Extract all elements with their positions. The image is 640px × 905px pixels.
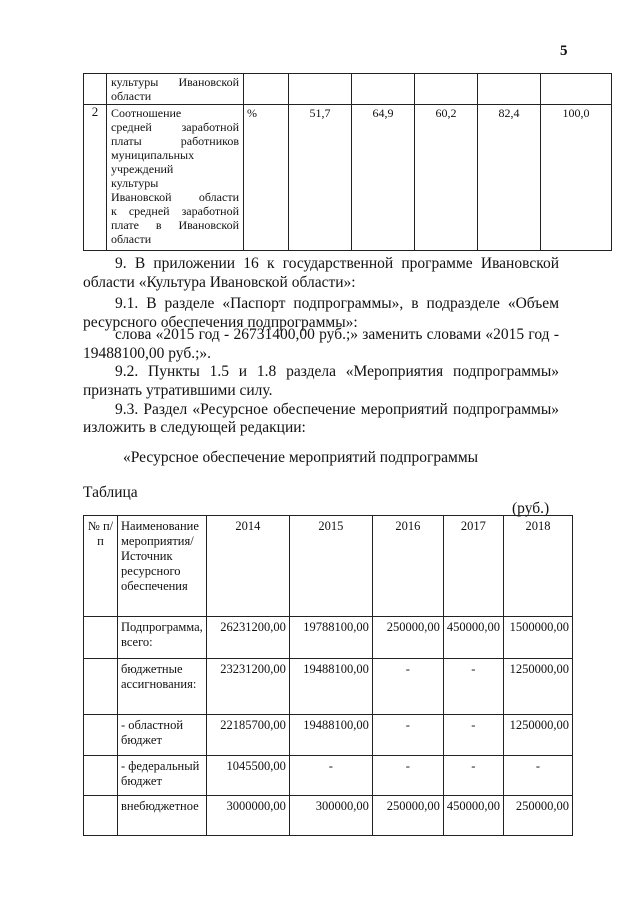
value-2015: - <box>289 756 372 796</box>
indicator-name-line: к средней заработной <box>111 204 239 218</box>
table-cell <box>84 74 107 105</box>
paragraph-line: признать утратившими силу. <box>83 382 273 399</box>
table-cell <box>84 617 118 659</box>
value-2016: - <box>372 659 443 715</box>
unit-cell: % <box>244 105 289 251</box>
value-2017: 450000,00 <box>443 617 503 659</box>
value-cell: 60,2 <box>415 105 478 251</box>
row-name: внебюджетное <box>118 796 207 836</box>
table-cell <box>84 796 118 836</box>
table-cell <box>541 74 612 105</box>
table-cell <box>84 715 118 756</box>
table-row <box>84 756 573 796</box>
header-2016: 2016 <box>372 516 443 617</box>
value-2017: 450000,00 <box>443 796 503 836</box>
paragraph-line: 9.1. В разделе «Паспорт подпрограммы», в подразделе «Объем <box>115 295 559 312</box>
value-2018: 1500000,00 <box>503 617 572 659</box>
indicator-name-line: области <box>111 232 152 246</box>
table-cell <box>84 756 118 796</box>
table-row <box>84 105 612 251</box>
value-2018: 1250000,00 <box>503 715 572 756</box>
value-2016: 250000,00 <box>372 617 443 659</box>
row-number: 2 <box>84 105 107 251</box>
paragraph-line: 19488100,00 руб.;». <box>83 345 212 362</box>
value-cell: 51,7 <box>289 105 352 251</box>
indicator-name-line: Соотношение <box>111 106 182 120</box>
value-2017: - <box>443 715 503 756</box>
value-2017: - <box>443 756 503 796</box>
paragraph-line: 9.2. Пункты 1.5 и 1.8 раздела «Мероприятия подпрограммы» <box>115 363 559 380</box>
table-row <box>84 715 573 756</box>
row-name: - федеральный бюджет <box>118 756 207 796</box>
table-row <box>84 659 573 715</box>
page-number: 5 <box>560 43 568 59</box>
table-header-row <box>84 516 573 617</box>
indicator-name-line: муниципальных <box>111 148 195 162</box>
indicator-name-line: плате в Ивановской <box>111 218 239 232</box>
value-2016: - <box>372 715 443 756</box>
indicator-name-line: Ивановской области <box>111 190 239 204</box>
value-2016: - <box>372 756 443 796</box>
value-2015: 19788100,00 <box>289 617 372 659</box>
value-2015: 300000,00 <box>289 796 372 836</box>
indicator-name-cell: культуры Ивановской области <box>107 74 244 105</box>
value-2015: 19488100,00 <box>289 659 372 715</box>
value-cell: 100,0 <box>541 105 612 251</box>
value-2014: 1045500,00 <box>206 756 289 796</box>
value-2015: 19488100,00 <box>289 715 372 756</box>
paragraph-line: ресурсного обеспечения подпрограммы»: <box>83 314 358 331</box>
table-row <box>84 796 573 836</box>
table-cell <box>84 659 118 715</box>
paragraph-line: 9. В приложении 16 к государственной программе Ивановской <box>115 255 559 272</box>
indicator-name-line: культуры <box>111 176 159 190</box>
header-num: № п/п <box>84 516 118 617</box>
table-cell <box>244 74 289 105</box>
paragraph-line: слова «2015 год - 26731400,00 руб.;» заменить словами «2015 год - <box>115 326 559 343</box>
row-name: бюджетные ассигнования: <box>118 659 207 715</box>
table-cell <box>352 74 415 105</box>
table-cell <box>478 74 541 105</box>
header-2015: 2015 <box>289 516 372 617</box>
header-2018: 2018 <box>503 516 572 617</box>
table-row <box>84 617 573 659</box>
header-name: Наименование мероприятия/ Источник ресурсного обеспечения <box>118 516 207 617</box>
value-2014: 26231200,00 <box>206 617 289 659</box>
value-2018: 1250000,00 <box>503 659 572 715</box>
value-2014: 3000000,00 <box>206 796 289 836</box>
currency-label: (руб.) <box>512 500 550 517</box>
header-2014: 2014 <box>206 516 289 617</box>
value-2014: 23231200,00 <box>206 659 289 715</box>
value-2018: 250000,00 <box>503 796 572 836</box>
indicator-name-line: платы работников <box>111 134 239 148</box>
indicator-name-line: средней заработной <box>111 120 239 134</box>
paragraph-line: изложить в следующей редакции: <box>83 419 306 436</box>
row-name: Подпрограмма, всего: <box>118 617 207 659</box>
indicator-table <box>83 73 612 251</box>
table-cell <box>415 74 478 105</box>
paragraph-line: 9.3. Раздел «Ресурсное обеспечение мероприятий подпрограммы» <box>115 401 559 418</box>
paragraph-line: области «Культура Ивановской области»: <box>83 274 356 291</box>
resource-table <box>83 515 573 836</box>
indicator-name-line: учреждений <box>111 162 174 176</box>
value-2014: 22185700,00 <box>206 715 289 756</box>
value-2017: - <box>443 659 503 715</box>
value-cell: 64,9 <box>352 105 415 251</box>
value-2018: - <box>503 756 572 796</box>
value-2016: 250000,00 <box>372 796 443 836</box>
header-2017: 2017 <box>443 516 503 617</box>
row-name: - областной бюджет <box>118 715 207 756</box>
table-row <box>84 74 612 105</box>
table-cell <box>289 74 352 105</box>
value-cell: 82,4 <box>478 105 541 251</box>
table-label: Таблица <box>83 484 138 501</box>
section-title: «Ресурсное обеспечение мероприятий подпрограммы <box>123 449 479 466</box>
indicator-name-cell <box>107 105 244 251</box>
